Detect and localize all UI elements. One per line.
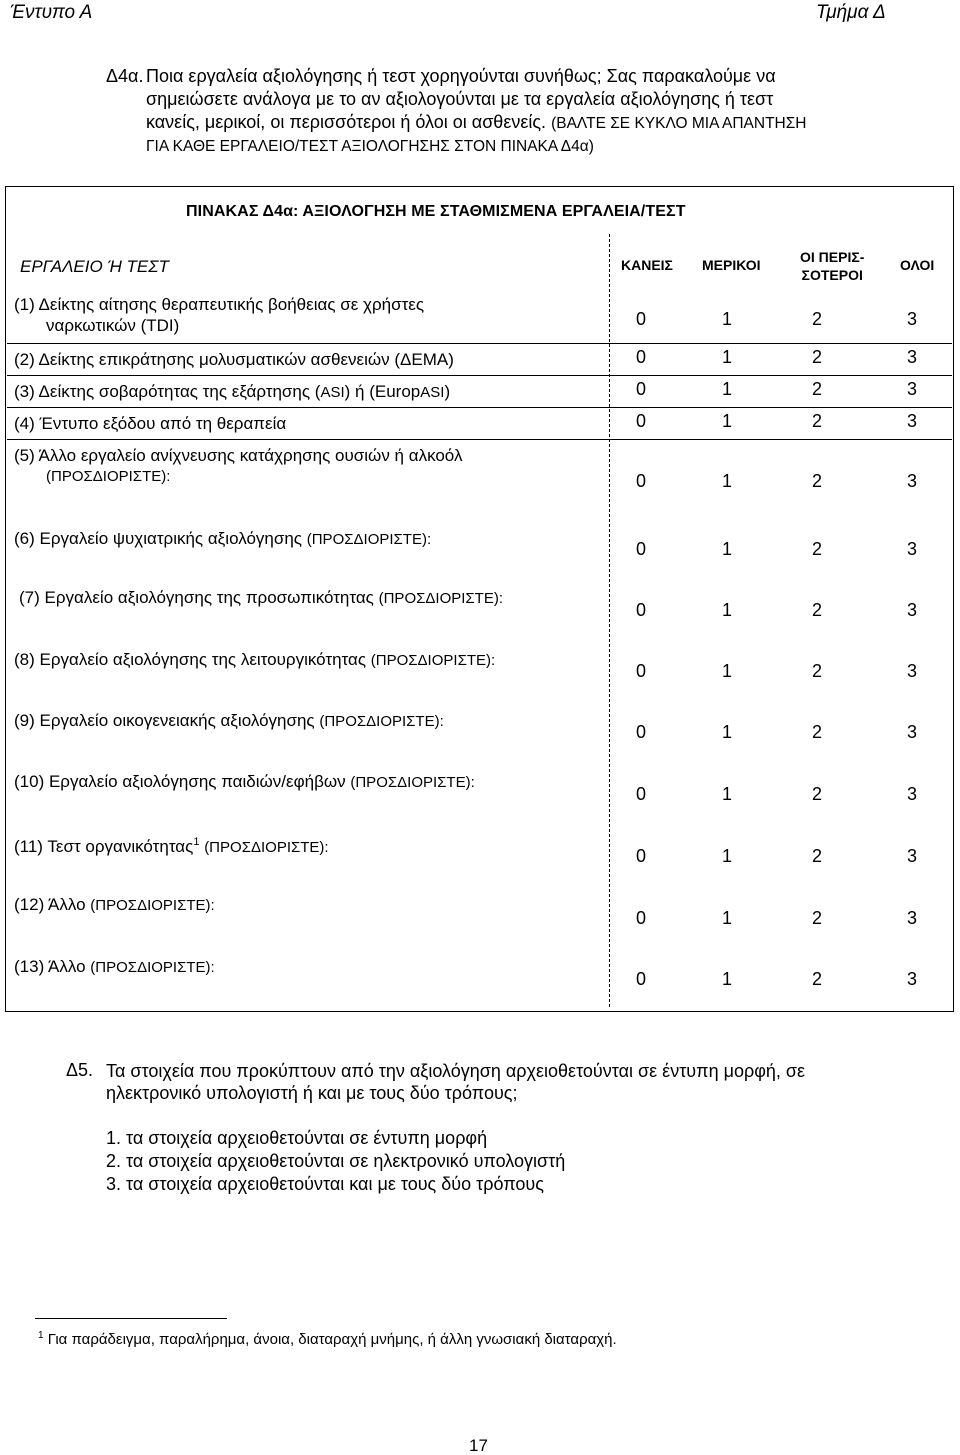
response-code-row-11-col-3[interactable]: 2 bbox=[811, 846, 822, 866]
response-code-row-1-col-2[interactable]: 1 bbox=[721, 309, 732, 329]
response-code-row-3-col-4[interactable]: 3 bbox=[906, 379, 917, 399]
response-code-row-11-col-4[interactable]: 3 bbox=[906, 846, 917, 866]
footnote-marker: 1 bbox=[193, 836, 200, 848]
response-code-row-10-col-2[interactable]: 1 bbox=[721, 784, 732, 804]
question-d4a-text-3-line bbox=[146, 111, 807, 135]
d5-option-2[interactable]: 2. τα στοιχεία αρχειοθετούνται σε ηλεκτρονικό υπολογιστή bbox=[106, 1151, 566, 1171]
question-d4a-instruction-1: (ΒΑΛΤΕ ΣΕ ΚΥΚΛΟ ΜΙΑ ΑΠΑΝΤΗΣΗ bbox=[551, 115, 807, 132]
response-code-row-3-col-1[interactable]: 0 bbox=[635, 379, 646, 399]
column-header-all: ΟΛΟΙ bbox=[900, 257, 935, 273]
response-code-row-12-col-2[interactable]: 1 bbox=[721, 908, 732, 928]
row-separator bbox=[7, 343, 952, 344]
response-code-row-10-col-1[interactable]: 0 bbox=[635, 784, 646, 804]
response-code-row-4-col-1[interactable]: 0 bbox=[635, 411, 646, 431]
response-code-row-5-col-2[interactable]: 1 bbox=[721, 471, 732, 491]
response-code-row-10-col-4[interactable]: 3 bbox=[906, 784, 917, 804]
response-code-row-7-col-3[interactable]: 2 bbox=[811, 600, 822, 620]
response-code-row-6-col-1[interactable]: 0 bbox=[635, 539, 646, 559]
response-code-row-4-col-3[interactable]: 2 bbox=[811, 411, 822, 431]
footnote-number: 1 bbox=[38, 1330, 44, 1341]
response-code-row-6-col-4[interactable]: 3 bbox=[906, 539, 917, 559]
table-row-12-text: (12) Άλλο (ΠΡΟΣΔΙΟΡΙΣΤΕ): bbox=[14, 895, 215, 914]
question-d4a-text-3: κανείς, μερικοί, οι περισσότεροι ή όλοι οι ασθενείς. bbox=[146, 112, 547, 132]
response-code-row-8-col-3[interactable]: 2 bbox=[811, 661, 822, 681]
column-header-none: ΚΑΝΕΙΣ bbox=[621, 257, 673, 273]
row-separator bbox=[7, 407, 952, 408]
response-code-row-9-col-4[interactable]: 3 bbox=[906, 722, 917, 742]
response-code-row-5-col-1[interactable]: 0 bbox=[635, 471, 646, 491]
table-row-2-text: (2) Δείκτης επικράτησης μολυσματικών ασθενειών (ΔΕΜΑ) bbox=[14, 350, 454, 369]
table-row-8-text: (8) Εργαλείο αξιολόγησης της λειτουργικότητας (ΠΡΟΣΔΙΟΡΙΣΤΕ): bbox=[14, 650, 496, 669]
response-code-row-5-col-4[interactable]: 3 bbox=[906, 471, 917, 491]
response-code-row-10-col-3[interactable]: 2 bbox=[811, 784, 822, 804]
section-label: Τμήμα Δ bbox=[816, 2, 886, 23]
footnote-separator bbox=[35, 1318, 227, 1319]
response-code-row-4-col-2[interactable]: 1 bbox=[721, 411, 732, 431]
table-row-5-text: (5) Άλλο εργαλείο ανίχνευσης κατάχρησης ουσιών ή αλκοόλ (ΠΡΟΣΔΙΟΡΙΣΤΕ): bbox=[14, 446, 463, 485]
table-row-13-text: (13) Άλλο (ΠΡΟΣΔΙΟΡΙΣΤΕ): bbox=[14, 957, 215, 976]
table-row-10-text: (10) Εργαλείο αξιολόγησης παιδιών/εφήβων (ΠΡΟΣΔΙΟΡΙΣΤΕ): bbox=[14, 772, 475, 791]
footnote bbox=[38, 1330, 617, 1348]
response-code-row-9-col-2[interactable]: 1 bbox=[721, 722, 732, 742]
response-code-row-13-col-2[interactable]: 1 bbox=[721, 969, 732, 989]
response-code-row-12-col-3[interactable]: 2 bbox=[811, 908, 822, 928]
response-code-row-8-col-2[interactable]: 1 bbox=[721, 661, 732, 681]
response-code-row-2-col-4[interactable]: 3 bbox=[906, 347, 917, 367]
response-code-row-1-col-4[interactable]: 3 bbox=[906, 309, 917, 329]
response-code-row-11-col-2[interactable]: 1 bbox=[721, 846, 732, 866]
column-header-some: ΜΕΡΙΚΟΙ bbox=[702, 257, 761, 273]
response-code-row-11-col-1[interactable]: 0 bbox=[635, 846, 646, 866]
question-d4a-label: Δ4α. bbox=[106, 66, 144, 86]
question-d4a-text-2: σημειώσετε ανάλογα με το αν αξιολογούνται με τα εργαλεία αξιολόγησης ή τεστ bbox=[146, 89, 774, 109]
response-code-row-7-col-1[interactable]: 0 bbox=[635, 600, 646, 620]
response-code-row-8-col-4[interactable]: 3 bbox=[906, 661, 917, 681]
response-code-row-12-col-1[interactable]: 0 bbox=[635, 908, 646, 928]
response-code-row-12-col-4[interactable]: 3 bbox=[906, 908, 917, 928]
column-divider bbox=[609, 234, 610, 1007]
response-code-row-7-col-4[interactable]: 3 bbox=[906, 600, 917, 620]
table-row-11-text: (11) Τεστ οργανικότητας$^1$ (ΠΡΟΣΔΙΟΡΙΣΤΕ): bbox=[14, 836, 329, 856]
d5-option-3[interactable]: 3. τα στοιχεία αρχειοθετούνται και με τους δύο τρόπους bbox=[106, 1174, 544, 1194]
response-code-row-2-col-3[interactable]: 2 bbox=[811, 347, 822, 367]
column-header-most-line-2: ΣΟΤΕΡΟΙ bbox=[801, 267, 863, 283]
response-code-row-4-col-4[interactable]: 3 bbox=[906, 411, 917, 431]
response-code-row-3-col-3[interactable]: 2 bbox=[811, 379, 822, 399]
row-separator bbox=[7, 439, 952, 440]
column-header-most bbox=[800, 248, 864, 284]
table-row-1-text: (1) Δείκτης αίτησης θεραπευτικής βοήθειας σε χρήστες ναρκωτικών (TDI) bbox=[14, 295, 425, 335]
table-title: ΠΙΝΑΚΑΣ Δ4α: ΑΞΙΟΛΟΓΗΣΗ ΜΕ ΣΤΑΘΜΙΣΜΕΝΑ ΕΡΓΑΛΕΙΑ/ΤΕΣΤ bbox=[186, 203, 686, 220]
response-code-row-3-col-2[interactable]: 1 bbox=[721, 379, 732, 399]
column-header-most-line-1: ΟΙ ΠΕΡΙΣ- bbox=[800, 249, 865, 265]
response-code-row-13-col-3[interactable]: 2 bbox=[811, 969, 822, 989]
response-code-row-13-col-4[interactable]: 3 bbox=[906, 969, 917, 989]
response-code-row-2-col-1[interactable]: 0 bbox=[635, 347, 646, 367]
response-code-row-2-col-2[interactable]: 1 bbox=[721, 347, 732, 367]
table-row-3-text: (3) Δείκτης σοβαρότητας της εξάρτησης (ASI) ή (EuropASI) bbox=[14, 382, 451, 401]
footnote-text: Για παράδειγμα, παραλήρημα, άνοια, διαταραχή μνήμης, ή άλλη γνωσιακή διαταραχή. bbox=[47, 1331, 617, 1348]
table-row-4-text: (4) Έντυπο εξόδου από τη θεραπεία bbox=[14, 414, 287, 433]
table-row-6-text: (6) Εργαλείο ψυχιατρικής αξιολόγησης (ΠΡΟΣΔΙΟΡΙΣΤΕ): bbox=[14, 529, 432, 548]
response-code-row-7-col-2[interactable]: 1 bbox=[721, 600, 732, 620]
response-code-row-5-col-3[interactable]: 2 bbox=[811, 471, 822, 491]
response-code-row-8-col-1[interactable]: 0 bbox=[635, 661, 646, 681]
tool-column-header: ΕΡΓΑΛΕΙΟ Ή ΤΕΣΤ bbox=[20, 257, 169, 276]
response-code-row-6-col-2[interactable]: 1 bbox=[721, 539, 732, 559]
response-code-row-9-col-3[interactable]: 2 bbox=[811, 722, 822, 742]
d5-option-1[interactable]: 1. τα στοιχεία αρχειοθετούνται σε έντυπη μορφή bbox=[106, 1128, 488, 1148]
question-d4a-text-1: Ποια εργαλεία αξιολόγησης ή τεστ χορηγούνται συνήθως; Σας παρακαλούμε να bbox=[146, 66, 776, 86]
question-d5-text: Τα στοιχεία που προκύπτουν από την αξιολόγηση αρχειοθετούνται σε έντυπη μορφή, σε ηλεκτρονικό υπολογιστή ή και με τους δύο τρόπους; bbox=[106, 1061, 806, 1103]
question-d5-label: Δ5. bbox=[66, 1060, 94, 1080]
question-d4a-instruction-2: ΓΙΑ ΚΑΘΕ ΕΡΓΑΛΕΙΟ/ΤΕΣΤ ΑΞΙΟΛΟΓΗΣΗΣ ΣΤΟΝ ΠΙΝΑΚΑ Δ4α) bbox=[146, 138, 594, 155]
form-label: Έντυπο Α bbox=[10, 2, 93, 23]
page-number: 17 bbox=[469, 1436, 488, 1455]
table-row-7-text: (7) Εργαλείο αξιολόγησης της προσωπικότητας (ΠΡΟΣΔΙΟΡΙΣΤΕ): bbox=[19, 588, 504, 607]
table-row-9-text: (9) Εργαλείο οικογενειακής αξιολόγησης (ΠΡΟΣΔΙΟΡΙΣΤΕ): bbox=[14, 711, 444, 730]
row-separator bbox=[7, 375, 952, 376]
response-code-row-1-col-1[interactable]: 0 bbox=[635, 309, 646, 329]
response-code-row-1-col-3[interactable]: 2 bbox=[811, 309, 822, 329]
response-code-row-6-col-3[interactable]: 2 bbox=[811, 539, 822, 559]
response-code-row-9-col-1[interactable]: 0 bbox=[635, 722, 646, 742]
response-code-row-13-col-1[interactable]: 0 bbox=[635, 969, 646, 989]
